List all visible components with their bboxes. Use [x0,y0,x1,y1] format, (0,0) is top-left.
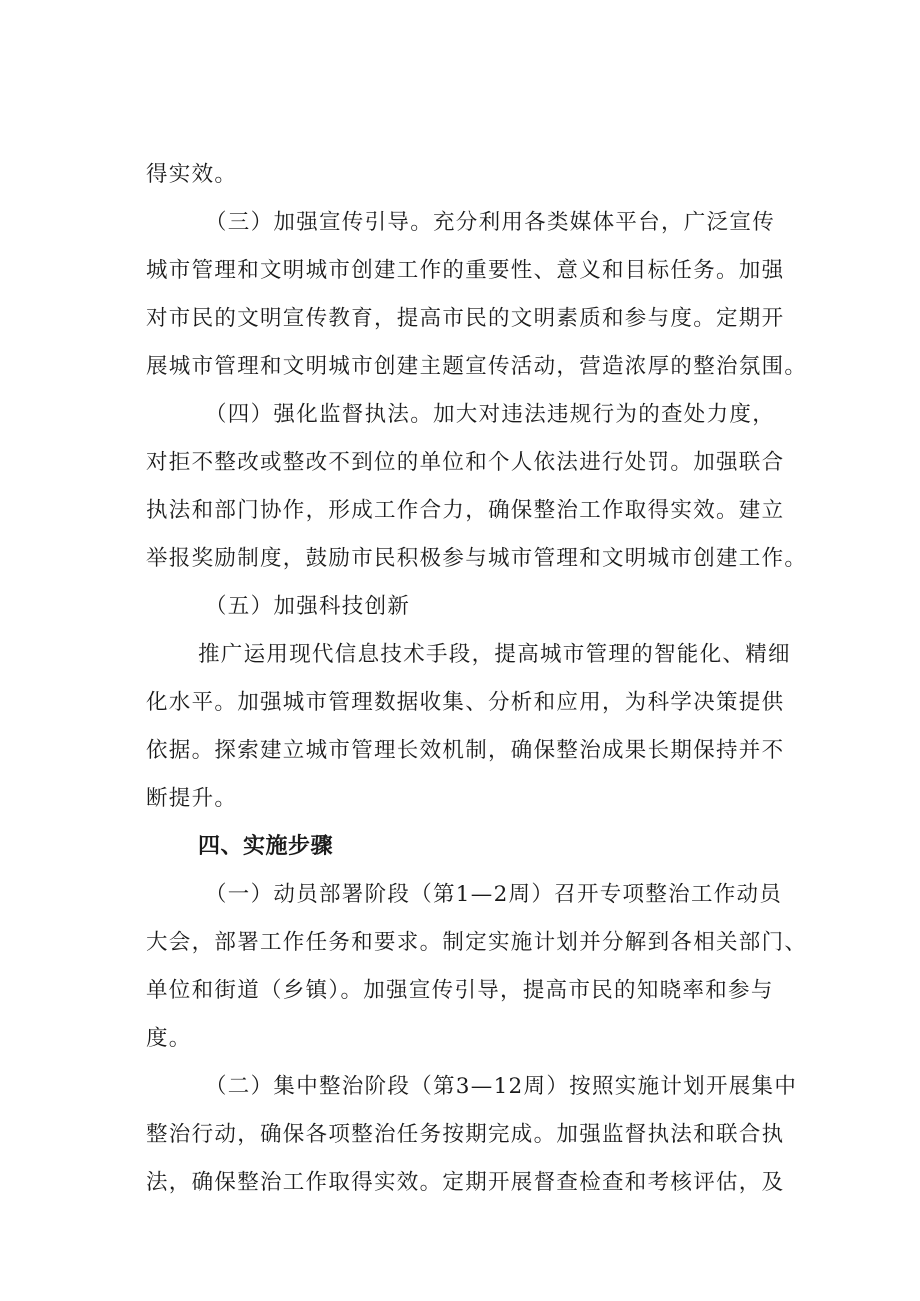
text-line: 大会，部署工作任务和要求。制定实施计划并分解到各相关部门、 [146,930,808,955]
text-line: 举报奖励制度，鼓励市民积极参与城市管理和文明城市创建工作。 [146,546,808,571]
text-line: （一）动员部署阶段（第1—2周）召开专项整治工作动员 [205,882,783,907]
text-line: 依据。探索建立城市管理长效机制，确保整治成果长期保持并不 [146,738,785,763]
text-line: 执法和部门协作，形成工作合力，确保整治工作取得实效。建立 [146,498,785,523]
text-line: 断提升。 [146,786,238,811]
text-line: 得实效。 [146,162,238,187]
text-line: 单位和街道（乡镇）。加强宣传引导，提高市民的知晓率和参与 [146,978,774,1003]
section-heading: 四、实施步骤 [198,834,334,859]
subsection-heading: （五）加强科技创新 [205,594,411,619]
text-line: 展城市管理和文明城市创建主题宣传活动，营造浓厚的整治氛围。 [146,354,808,379]
text-line: 整治行动，确保各项整治任务按期完成。加强监督执法和联合执 [146,1122,785,1147]
text-line: 对市民的文明宣传教育，提高市民的文明素质和参与度。定期开 [146,306,785,331]
text-line: 城市管理和文明城市创建工作的重要性、意义和目标任务。加强 [146,258,785,283]
text-line: 对拒不整改或整改不到位的单位和个人依法进行处罚。加强联合 [146,450,785,475]
text-line: 度。 [146,1026,192,1051]
text-line: （二）集中整治阶段（第3—12周）按照实施计划开展集中 [205,1074,798,1099]
text-line: 推广运用现代信息技术手段，提高城市管理的智能化、精细 [198,642,791,667]
text-line: 法，确保整治工作取得实效。定期开展督查检查和考核评估，及 [146,1170,785,1195]
text-line: （四）强化监督执法。加大对违法违规行为的查处力度， [205,402,776,427]
text-line: 化水平。加强城市管理数据收集、分析和应用，为科学决策提供 [146,690,785,715]
text-line: （三）加强宣传引导。充分利用各类媒体平台，广泛宣传 [205,210,776,235]
